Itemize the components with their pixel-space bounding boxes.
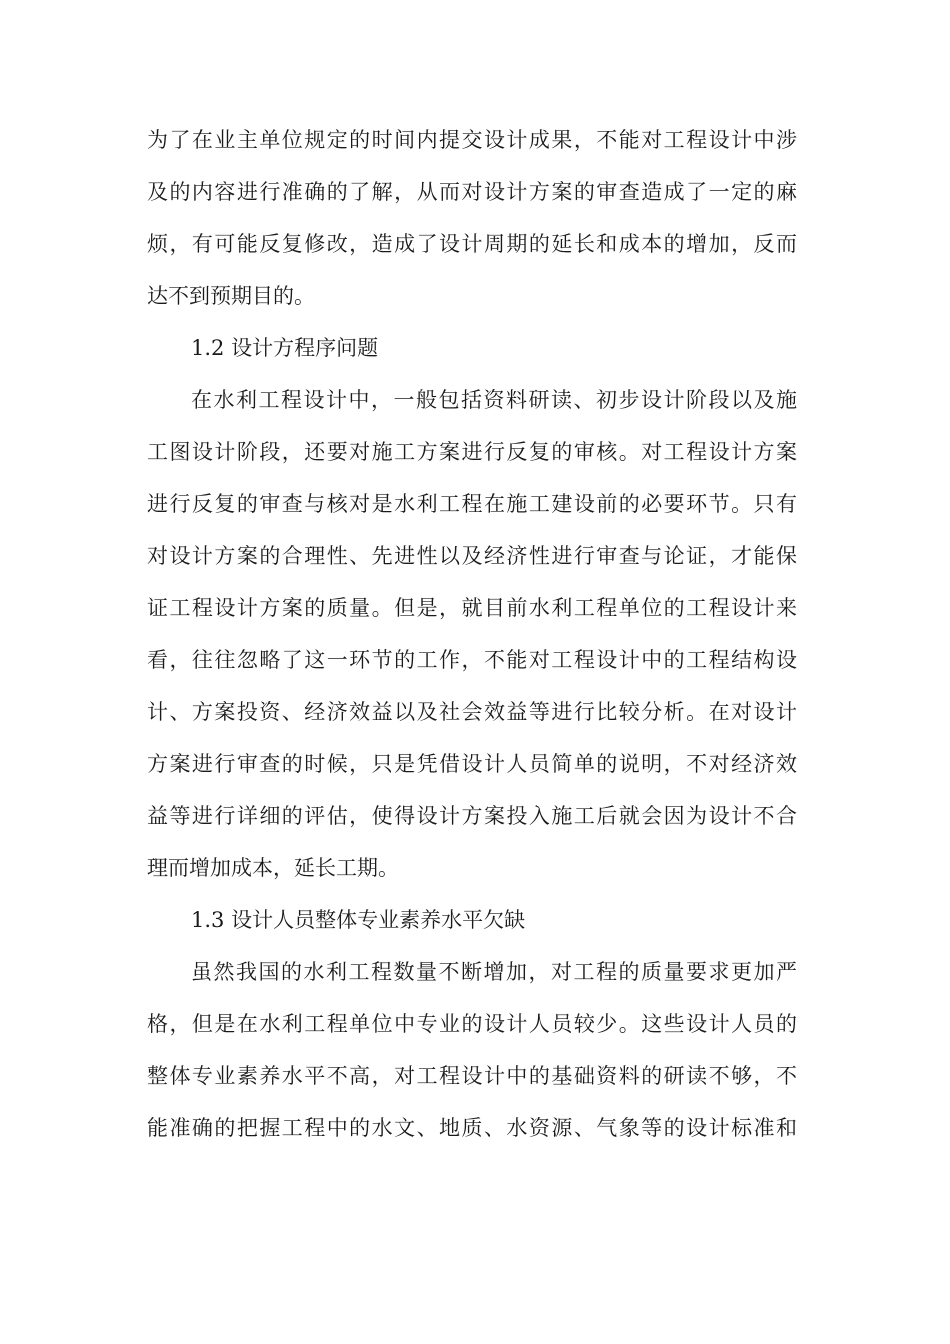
document-body — [147, 114, 797, 1154]
text-line: 烦，有可能反复修改，造成了设计周期的延长和成本的增加，反而 — [147, 232, 797, 256]
text-line: 益等进行详细的评估，使得设计方案投入施工后就会因为设计不合 — [147, 804, 797, 828]
text-line: 整体专业素养水平不高，对工程设计中的基础资料的研读不够，不 — [147, 1064, 797, 1088]
text-line: 对设计方案的合理性、先进性以及经济性进行审查与论证，才能保 — [147, 544, 797, 568]
text-line: 进行反复的审查与核对是水利工程在施工建设前的必要环节。只有 — [147, 492, 797, 516]
paragraph — [147, 114, 797, 322]
section-heading-1-2: 1.2 设计方程序问题 — [191, 336, 379, 360]
text-line: 理而增加成本，延长工期。 — [147, 856, 399, 880]
section-heading-1-3: 1.3 设计人员整体专业素养水平欠缺 — [191, 908, 526, 932]
text-line: 工图设计阶段，还要对施工方案进行反复的审核。对工程设计方案 — [147, 440, 797, 464]
text-line: 看，往往忽略了这一环节的工作，不能对工程设计中的工程结构设 — [147, 648, 797, 672]
text-line: 达不到预期目的。 — [147, 284, 315, 308]
text-line: 方案进行审查的时候，只是凭借设计人员简单的说明，不对经济效 — [147, 752, 797, 776]
text-line: 格，但是在水利工程单位中专业的设计人员较少。这些设计人员的 — [147, 1012, 797, 1036]
text-line: 证工程设计方案的质量。但是，就目前水利工程单位的工程设计来 — [147, 596, 797, 620]
text-line: 及的内容进行准确的了解，从而对设计方案的审查造成了一定的麻 — [147, 180, 797, 204]
text-line: 为了在业主单位规定的时间内提交设计成果，不能对工程设计中涉 — [147, 128, 797, 152]
paragraph — [147, 946, 797, 1154]
text-line: 计、方案投资、经济效益以及社会效益等进行比较分析。在对设计 — [147, 700, 797, 724]
text-line: 虽然我国的水利工程数量不断增加，对工程的质量要求更加严 — [191, 960, 797, 984]
paragraph — [147, 374, 797, 894]
text-line: 在水利工程设计中，一般包括资料研读、初步设计阶段以及施 — [191, 388, 797, 412]
text-line: 能准确的把握工程中的水文、地质、水资源、气象等的设计标准和 — [147, 1116, 797, 1140]
